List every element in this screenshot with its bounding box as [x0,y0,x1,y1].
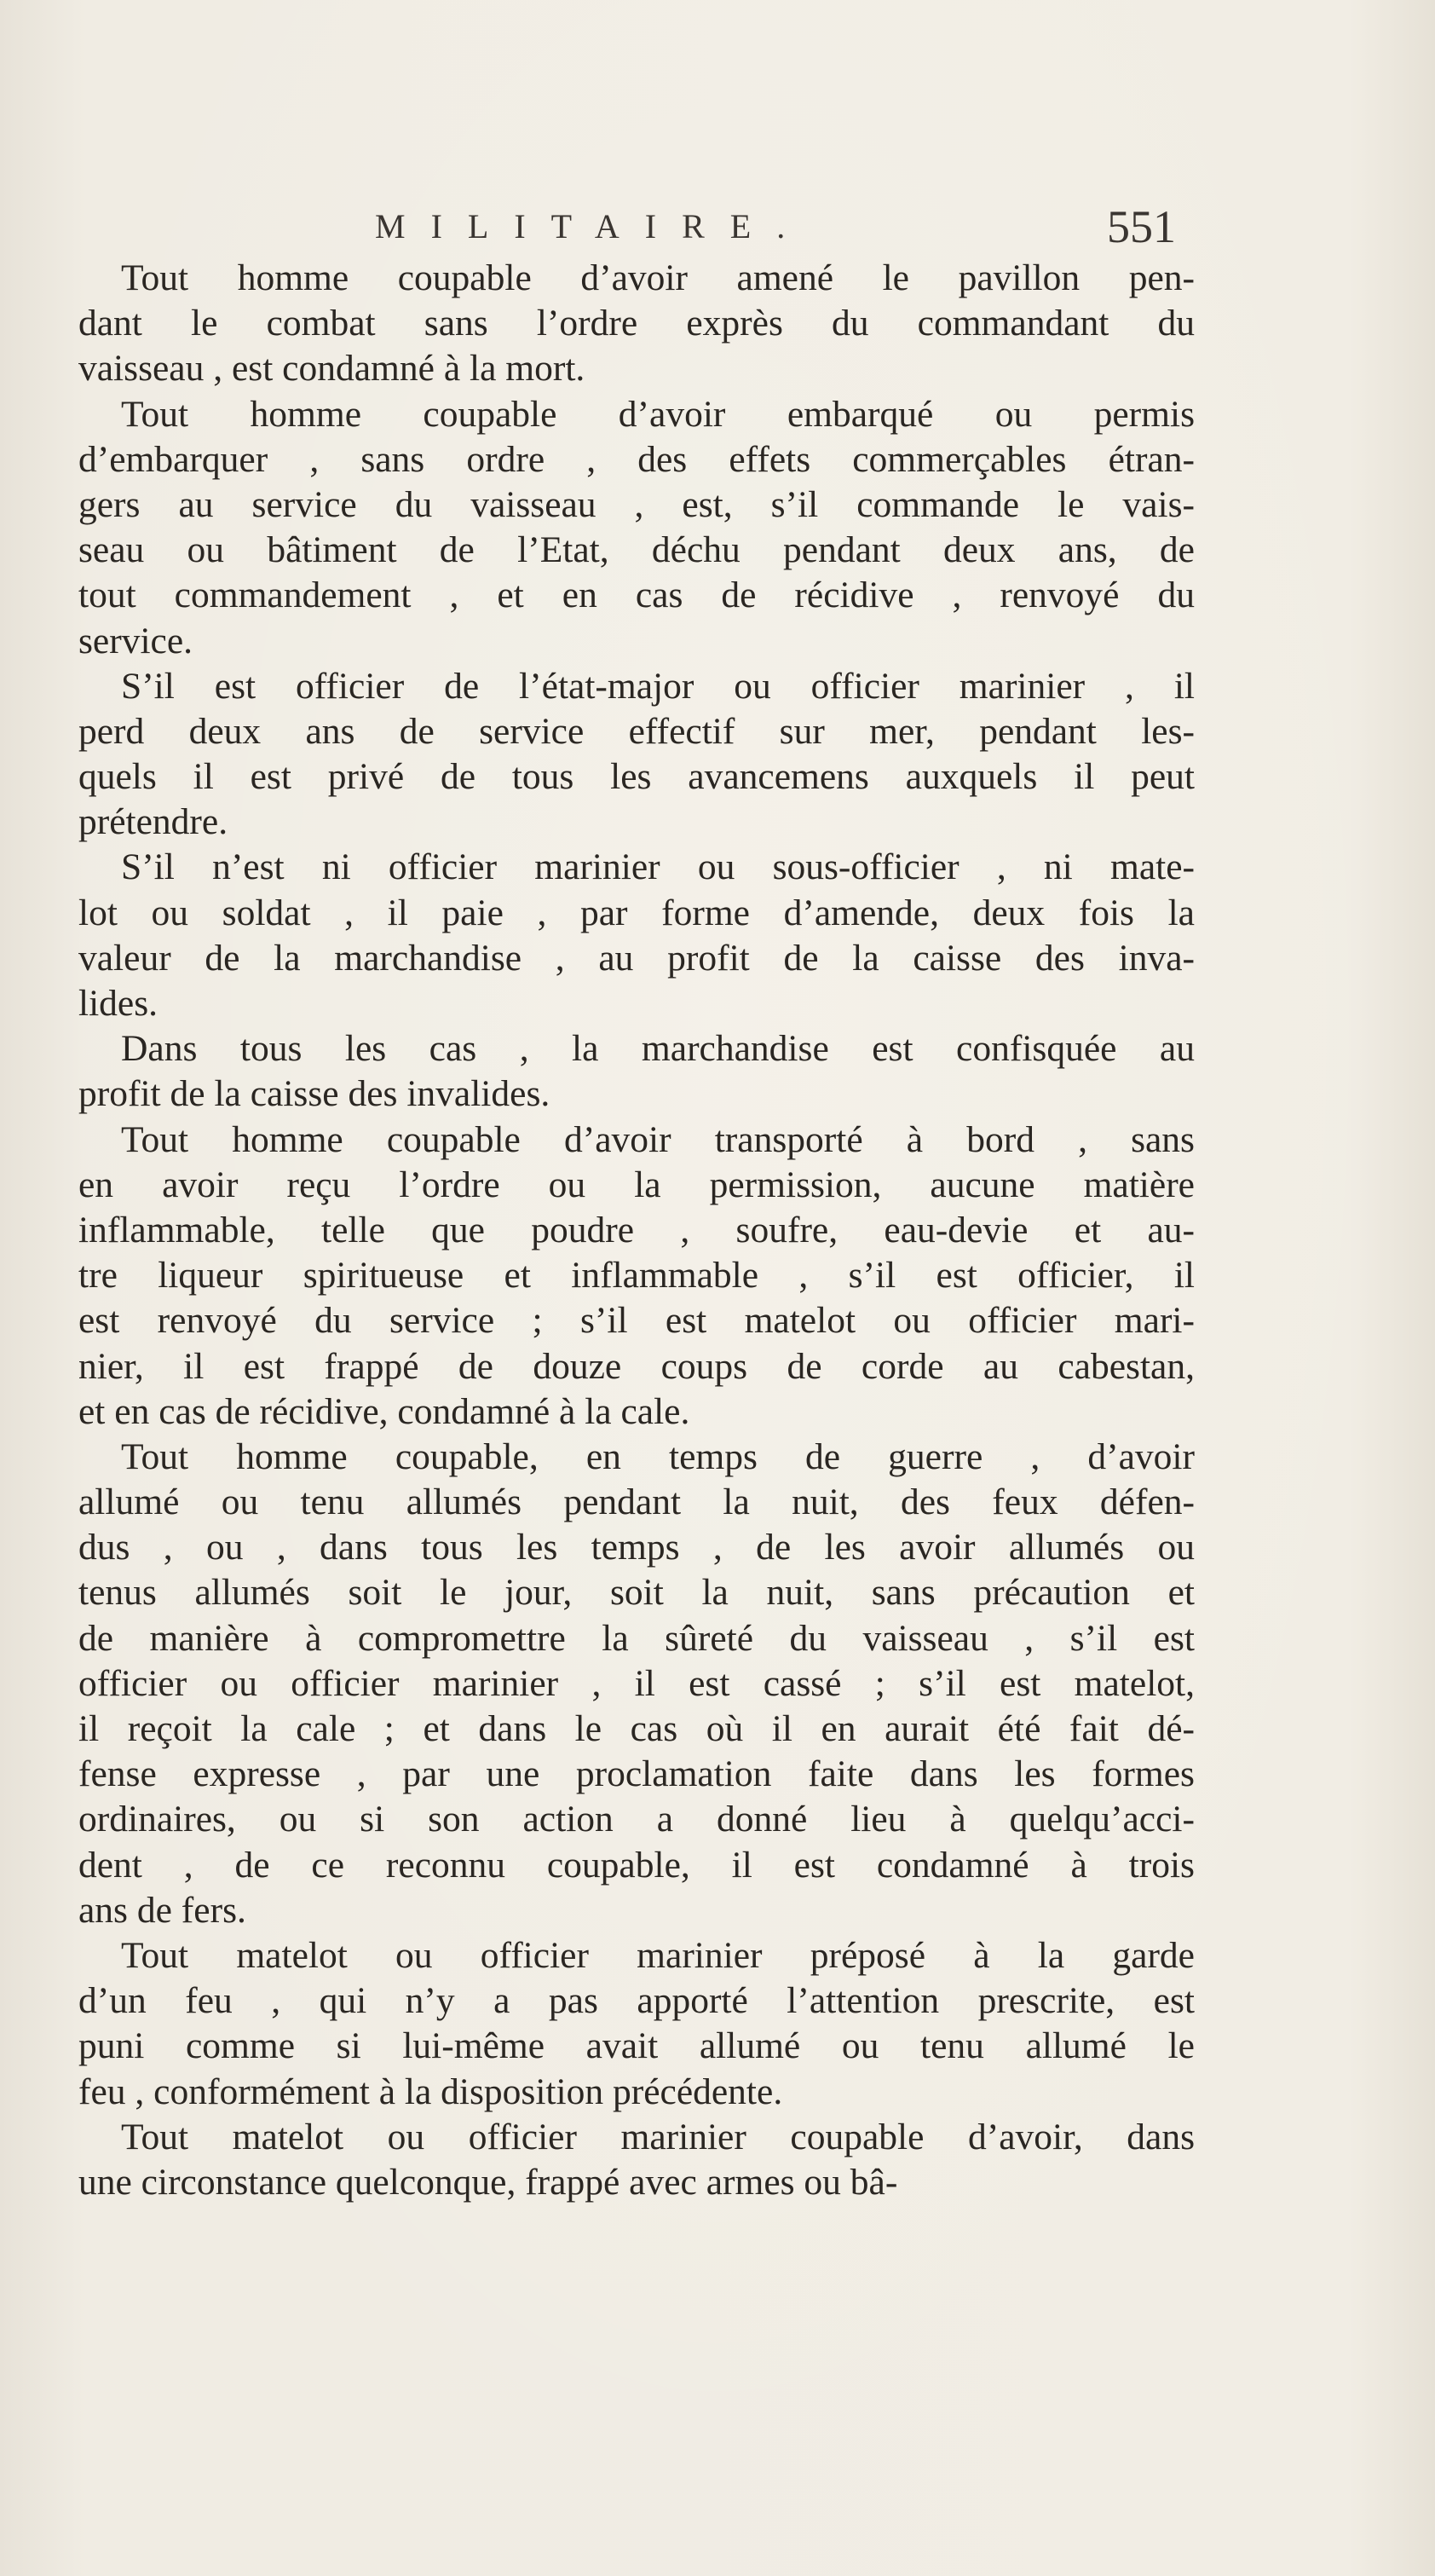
text-line: d’embarquer , sans ordre , des effets commerçables étran- [78,438,1195,480]
text-line: quels il est privé de tous les avancemens auxquels il peut [78,756,1195,798]
text-line: profit de la caisse des invalides. [78,1073,550,1115]
paragraph [78,664,1195,846]
paragraph [78,392,1195,664]
text-line: et en cas de récidive, condamné à la cale. [78,1390,690,1432]
paragraph [78,845,1195,1026]
paragraph [78,1435,1195,1933]
page-number: 551 [1107,201,1176,252]
text-line: inflammable, telle que poudre , soufre, eau-devie et au- [78,1209,1195,1250]
text-line: puni comme si lui-même avait allumé ou tenu allumé le [78,2025,1195,2067]
text-line: S’il est officier de l’état-major ou officier marinier , il [121,665,1195,707]
text-line: nier, il est frappé de douze coups de corde au cabestan, [78,1345,1195,1387]
running-title: MILITAIRE. [375,207,811,245]
running-head [375,201,1176,252]
text-line: perd deux ans de service effectif sur mer, pendant les- [78,710,1195,752]
paragraph [78,256,1195,392]
text-line: de manière à compromettre la sûreté du vaisseau , s’il est [78,1617,1195,1659]
paragraph [78,1118,1195,1435]
text-line: Dans tous les cas , la marchandise est confisquée au [121,1028,1195,1070]
paragraph [78,1026,1195,1117]
text-line: dant le combat sans l’ordre exprès du commandant du [78,303,1195,344]
text-line: service. [78,620,193,661]
text-line: Tout homme coupable d’avoir amené le pavillon pen- [121,257,1195,298]
paragraph [78,1933,1195,2115]
text-line: lides. [78,983,158,1024]
text-line: Tout matelot ou officier marinier préposé à la garde [121,1934,1195,1976]
text-line: seau ou bâtiment de l’Etat, déchu pendant deux ans, de [78,529,1195,571]
text-line: ordinaires, ou si son action a donné lieu à quelqu’acci- [78,1799,1195,1840]
text-line: ans de fers. [78,1889,246,1931]
text-line: dus , ou , dans tous les temps , de les avoir allumés ou [78,1527,1195,1568]
text-line: Tout matelot ou officier marinier coupable d’avoir, dans [121,2116,1195,2157]
text-line: il reçoit la cale ; et dans le cas où il en aurait été fait dé- [78,1708,1195,1749]
text-line: dent , de ce reconnu coupable, il est condamné à trois [78,1844,1195,1886]
text-line: tre liqueur spiritueuse et inflammable , s’il est officier, il [78,1255,1195,1297]
text-line: Tout homme coupable d’avoir transporté à bord , sans [121,1118,1195,1160]
text-line: en avoir reçu l’ordre ou la permission, aucune matière [78,1164,1195,1205]
text-line: tout commandement , et en cas de récidive , renvoyé du [78,575,1195,616]
text-line: prétendre. [78,801,228,843]
text-line: d’un feu , qui n’y a pas apporté l’attention prescrite, est [78,1980,1195,2022]
text-line: vaisseau , est condamné à la mort. [78,348,585,390]
paragraph [78,2115,1195,2205]
text-line: officier ou officier marinier , il est cassé ; s’il est matelot, [78,1662,1195,1704]
text-line: allumé ou tenu allumés pendant la nuit, des feux défen- [78,1481,1195,1523]
text-line: tenus allumés soit le jour, soit la nuit, sans précaution et [78,1572,1195,1614]
text-line: Tout homme coupable d’avoir embarqué ou permis [121,393,1195,435]
text-line: gers au service du vaisseau , est, s’il commande le vais- [78,483,1195,525]
text-line: feu , conformément à la disposition précédente. [78,2071,783,2112]
text-line: valeur de la marchandise , au profit de la caisse des inva- [78,937,1195,979]
text-line: S’il n’est ni officier marinier ou sous-officier , ni mate- [121,846,1195,888]
text-line: fense expresse , par une proclamation faite dans les formes [78,1753,1195,1795]
text-line: une circonstance quelconque, frappé avec armes ou bâ- [78,2161,898,2203]
body-text [78,256,1195,2205]
text-line: lot ou soldat , il paie , par forme d’amende, deux fois la [78,892,1195,933]
text-line: est renvoyé du service ; s’il est matelot ou officier mari- [78,1300,1195,1342]
text-line: Tout homme coupable, en temps de guerre , d’avoir [121,1435,1195,1477]
